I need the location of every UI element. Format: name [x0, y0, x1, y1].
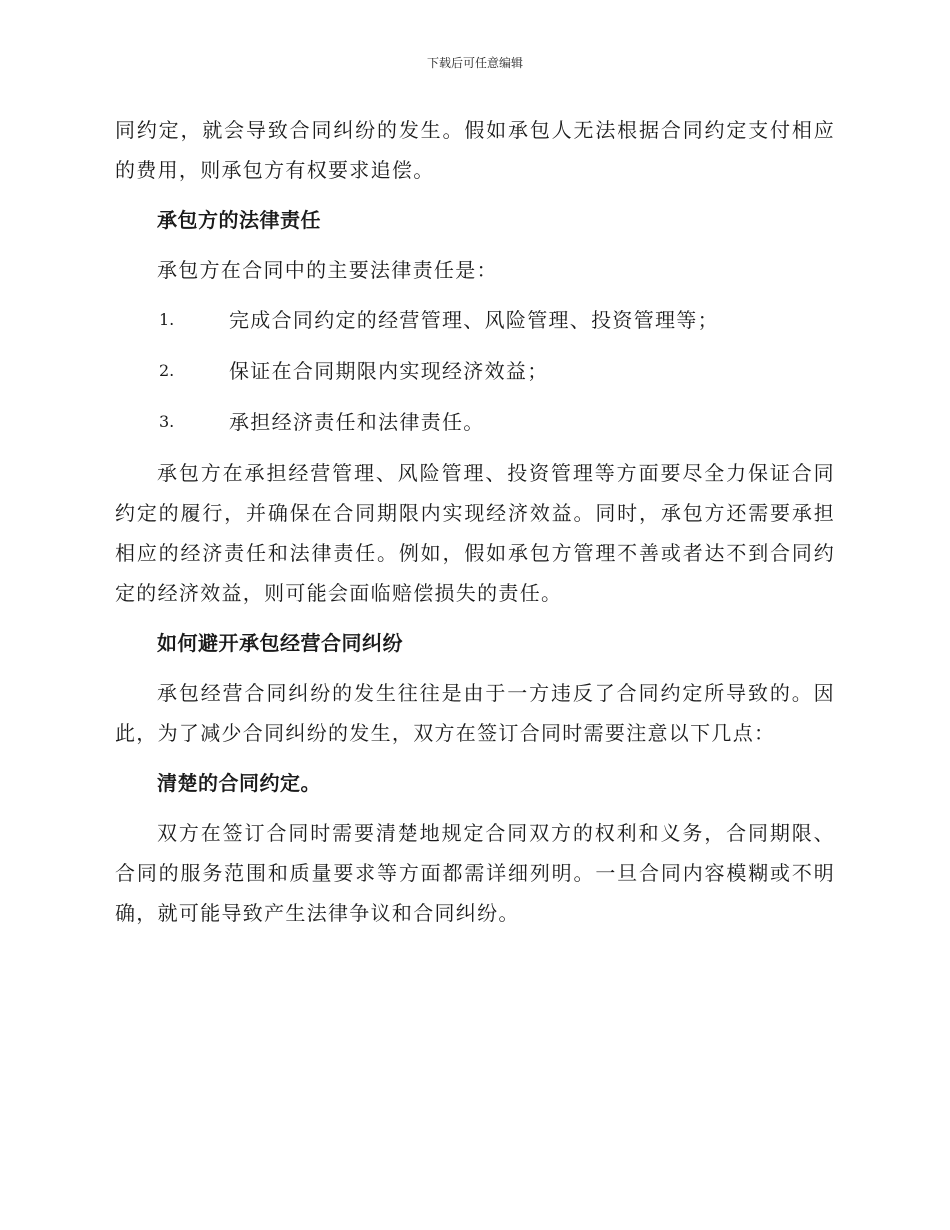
document-body — [115, 110, 835, 943]
list-item-text: 完成合同约定的经营管理、风险管理、投资管理等； — [229, 308, 719, 332]
heading-contractor-legal-liability: 承包方的法律责任 — [157, 208, 321, 232]
heading-clear-agreement: 清楚的合同约定。 — [157, 771, 321, 795]
list-item — [115, 351, 835, 391]
heading-avoid-disputes: 如何避开承包经营合同纠纷 — [157, 631, 403, 655]
paragraph-liability-detail: 承包方在承担经营管理、风险管理、投资管理等方面要尽全力保证合同约定的履行，并确保在合同期限内实现经济效益。同时，承包方还需要承担相应的经济责任和法律责任。例如，假如承包方管理不善或者达不到合同约定的经济效益，则可能会面临赔偿损失的责任。 — [115, 461, 835, 605]
paragraph-continuation: 同约定，就会导致合同纠纷的发生。假如承包人无法根据合同约定支付相应的费用，则承包方有权要求追偿。 — [115, 118, 835, 182]
paragraph-dispute-causes: 承包经营合同纠纷的发生往往是由于一方违反了合同约定所导致的。因此，为了减少合同纠纷的发生，双方在签订合同时需要注意以下几点： — [115, 681, 835, 745]
list-item-text: 保证在合同期限内实现经济效益； — [229, 359, 549, 383]
list-item — [115, 402, 835, 442]
liability-list — [115, 300, 835, 442]
list-item-number: 2. — [159, 361, 175, 380]
list-item-number: 3. — [159, 412, 175, 431]
page-header: 下载后可任意编辑 — [426, 56, 523, 70]
list-item-number: 1. — [159, 310, 175, 329]
paragraph-liability-intro: 承包方在合同中的主要法律责任是： — [157, 258, 498, 282]
paragraph-clear-agreement: 双方在签订合同时需要清楚地规定合同双方的权利和义务，合同期限、合同的服务范围和质量要求等方面都需详细列明。一旦合同内容模糊或不明确，就可能导致产生法律争议和合同纠纷。 — [115, 821, 835, 925]
list-item-text: 承担经济责任和法律责任。 — [229, 410, 485, 434]
list-item — [115, 300, 835, 340]
